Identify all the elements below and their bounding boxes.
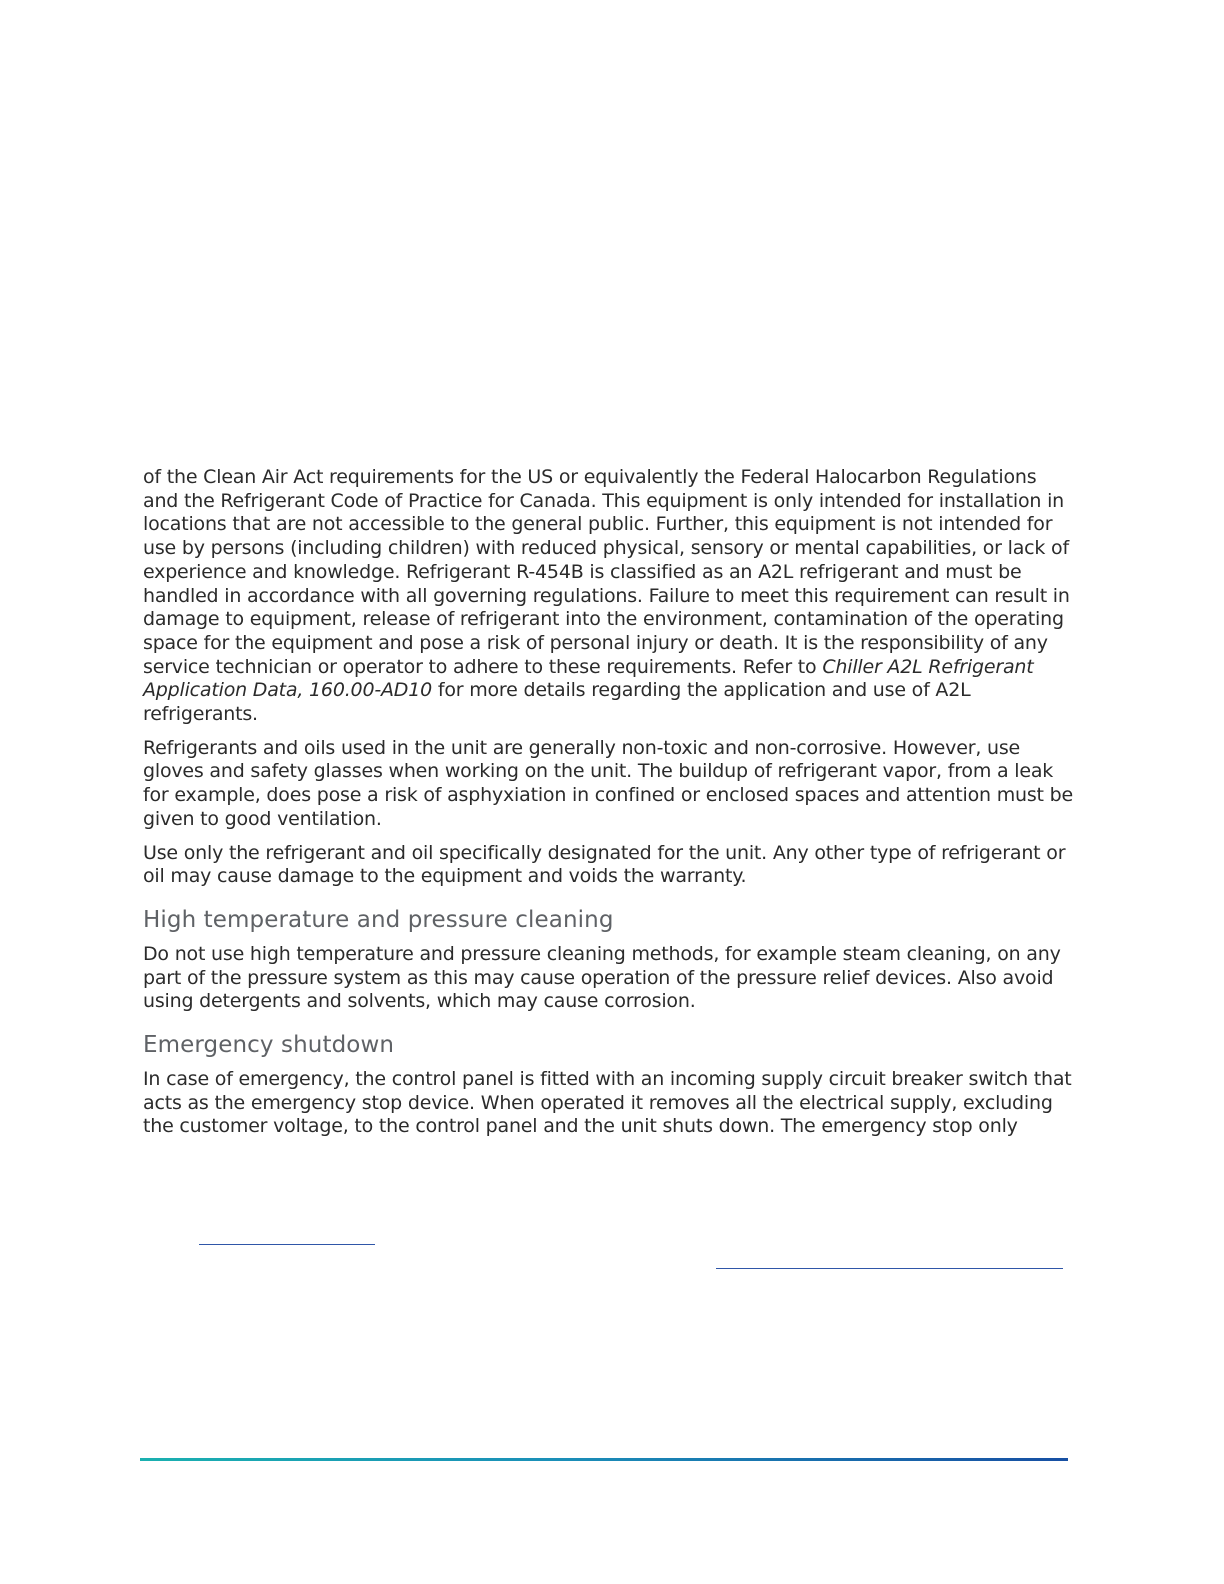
- divider-rule-right: [716, 1268, 1063, 1269]
- section-heading-emergency-shutdown: Emergency shutdown: [143, 1032, 395, 1059]
- footer-gradient-bar: [140, 1458, 1068, 1461]
- paragraph-emergency-shutdown: In case of emergency, the control panel is fitted with an incoming supply circuit breaker switch that acts as the emergency stop device. When operated it removes all the electrical supply, excluding the customer voltage, to the control panel and the unit shuts down. The emergency stop only: [143, 1068, 1072, 1138]
- paragraph-refrigerant-safety: Refrigerants and oils used in the unit are generally non-toxic and non-corrosive. However, use gloves and safety glasses when working on the unit. The buildup of refrigerant vapor, from a leak for example, does pose a risk of asphyxiation in confined or enclosed spaces and attention must be given to good ventilation.: [143, 736, 1073, 830]
- paragraph-text: for more details regarding the application and use of A2L refrigerants.: [143, 679, 971, 726]
- document-reference: Chiller A2L Refrigerant Application Data, 160.00-AD10: [143, 655, 1034, 702]
- paragraph-cleaning: Do not use high temperature and pressure cleaning methods, for example steam cleaning, on any part of the pressure system as this may cause operation of the pressure relief devices. Also avoid using detergents and solvents, which may cause corrosion.: [143, 942, 1061, 1013]
- section-heading-cleaning: High temperature and pressure cleaning: [143, 906, 614, 933]
- divider-rule-left: [199, 1244, 375, 1245]
- paragraph-text: of the Clean Air Act requirements for the US or equivalently the Federal Halocarbon Regulations and the Refrigerant Code of Practice for Canada. This equipment is only intended for installation in locations that are not accessible to the general public. Further, this equipment is not intended for use by persons (including children) with reduced physical, sensory or mental capabilities, or lack of experience and knowledge. Refrigerant R-454B is classified as an A2L refrigerant and must be handled in accordance with all governing regulations. Failure to meet this requirement can result in damage to equipment, release of refrigerant into the environment, contamination of the operating space for the equipment and pose a risk of personal injury or death. It is the responsibility of any service technician or operator to adhere to these requirements. Refer to: [143, 466, 1070, 678]
- document-body: [143, 466, 1073, 1149]
- paragraph-refrigerant-oil-use: Use only the refrigerant and oil specifically designated for the unit. Any other type of refrigerant or oil may cause damage to the equipment and voids the warranty.: [143, 841, 1066, 888]
- paragraph-refrigerant-regulations: [143, 466, 1073, 727]
